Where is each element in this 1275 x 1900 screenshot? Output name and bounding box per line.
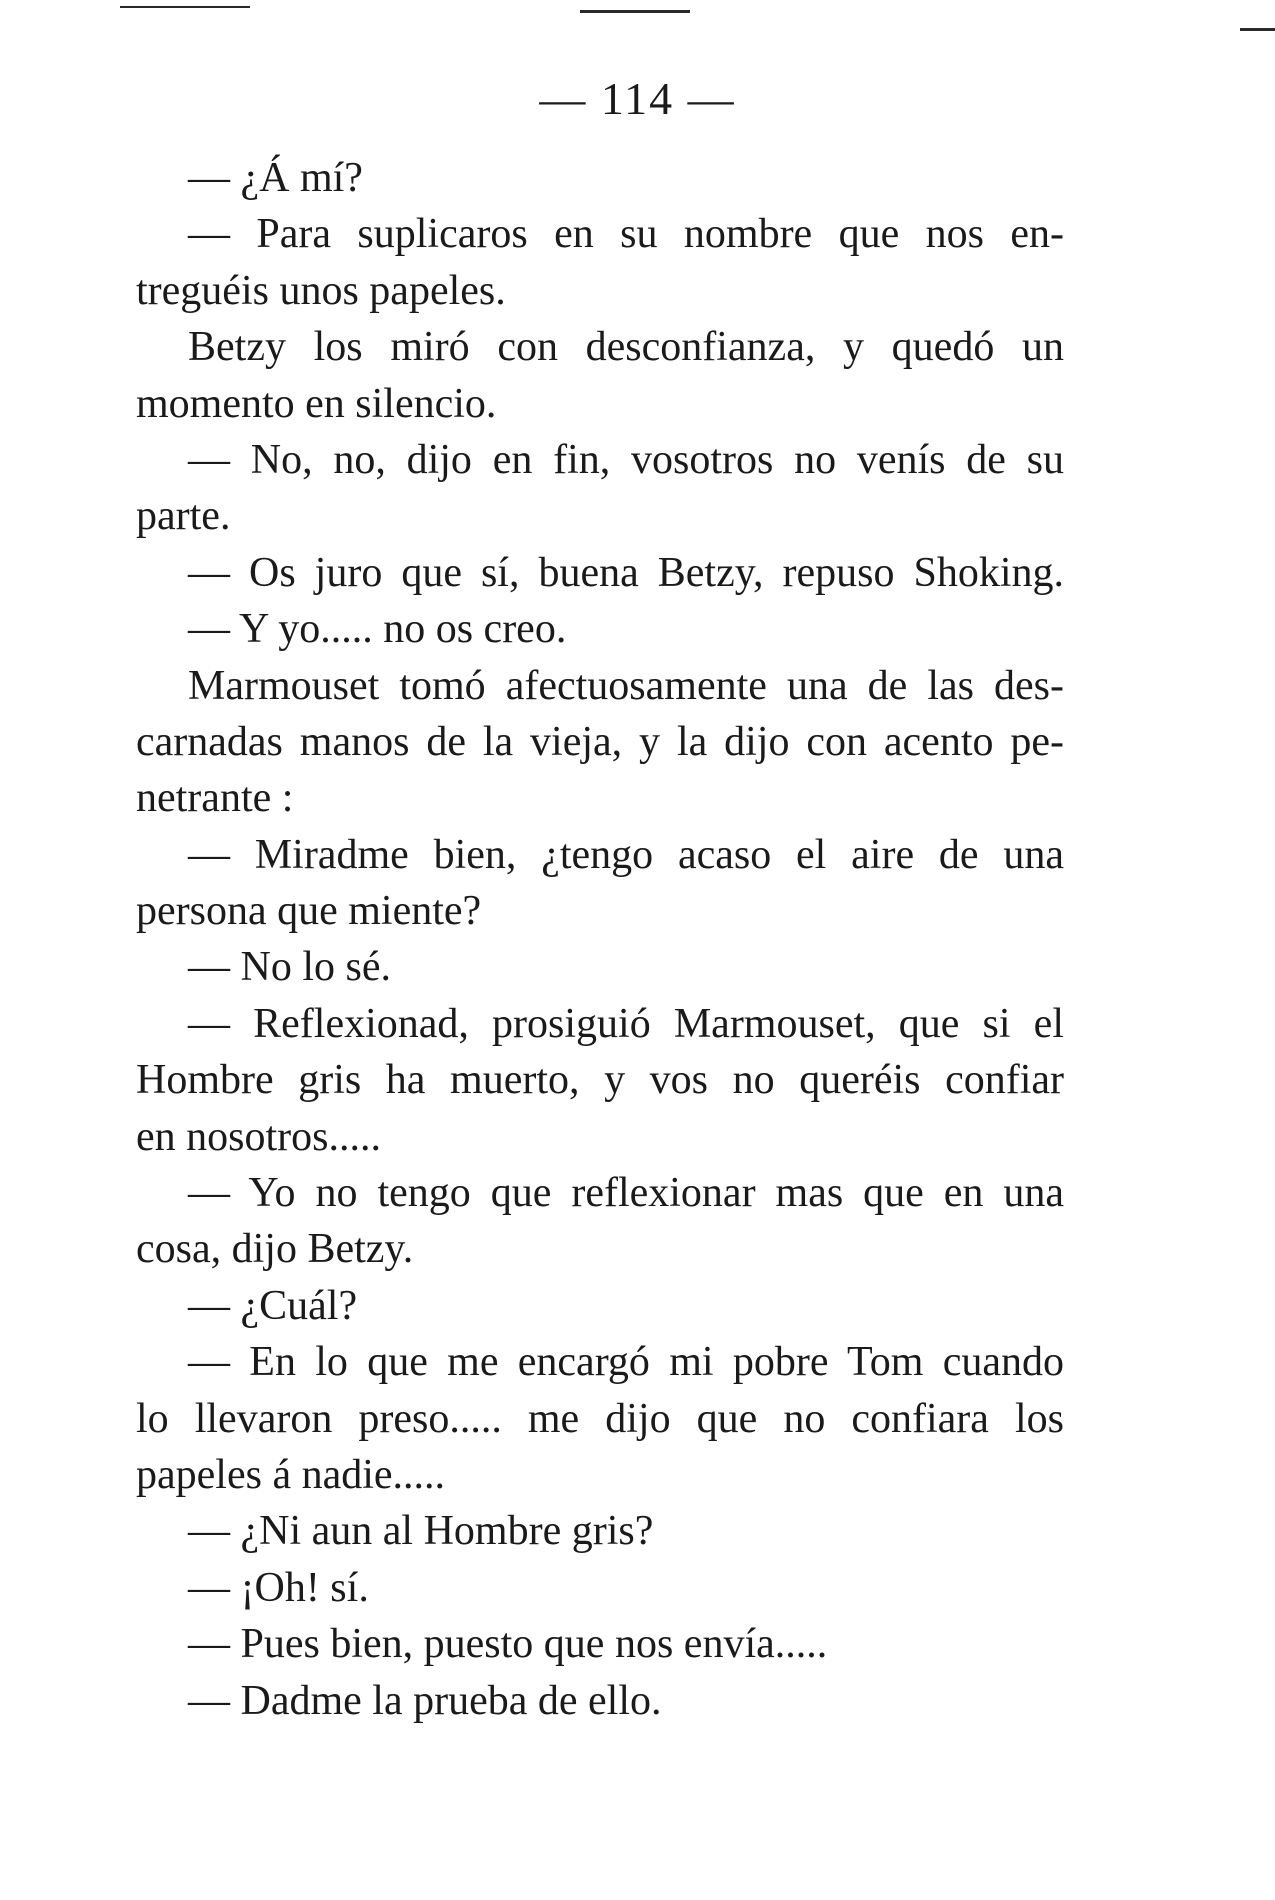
text-line: — No, no, dijo en fin, vosotros no venís de su [188, 436, 1064, 483]
text-line: — ¡Oh! sí. [188, 1564, 369, 1611]
text-line: treguéis unos papeles. [136, 267, 506, 314]
text-line: — Miradme bien, ¿tengo acaso el aire de una [188, 831, 1064, 878]
body-text [136, 150, 1064, 1729]
page-number: — 114 — [539, 73, 736, 124]
text-line: Hombre gris ha muerto, y vos no queréis confiar [136, 1057, 1064, 1104]
text-line: — Reflexionad, prosiguió Marmouset, que si el [188, 1000, 1064, 1047]
text-line: — Pues bien, puesto que nos envía..... [188, 1621, 828, 1668]
text-line: — ¿Cuál? [188, 1282, 358, 1329]
text-line: parte. [136, 493, 231, 540]
scan-edge-mark [120, 6, 250, 8]
text-line: — Para suplicaros en su nombre que nos en- [188, 211, 1064, 258]
text-line: Marmouset tomó afectuosamente una de las des- [188, 662, 1064, 709]
text-line: — No lo sé. [188, 944, 391, 991]
scan-edge-mark [580, 10, 690, 13]
text-line: — ¿Ni aun al Hombre gris? [188, 1508, 654, 1555]
text-line: Betzy los miró con desconfianza, y quedó un [188, 324, 1064, 371]
text-line: momento en silencio. [136, 380, 497, 427]
scan-edge-mark [1240, 28, 1275, 31]
text-line: netrante : [136, 775, 294, 822]
text-line: — Dadme la prueba de ello. [188, 1677, 662, 1724]
text-line: — ¿Á mí? [188, 155, 363, 201]
text-line: — Os juro que sí, buena Betzy, repuso Shoking. [188, 549, 1064, 596]
text-line: — En lo que me encargó mi pobre Tom cuando [188, 1339, 1064, 1386]
text-line: papeles á nadie..... [136, 1451, 446, 1498]
text-line: carnadas manos de la vieja, y la dijo con acento pe- [136, 718, 1064, 765]
text-line: — Y yo..... no os creo. [188, 606, 567, 653]
text-line: cosa, dijo Betzy. [136, 1226, 414, 1273]
text-line: persona que miente? [136, 888, 482, 935]
text-line: en nosotros..... [136, 1113, 381, 1160]
text-line: lo llevaron preso..... me dijo que no confiara los [136, 1395, 1064, 1442]
text-line: — Yo no tengo que reflexionar mas que en una [188, 1170, 1064, 1217]
